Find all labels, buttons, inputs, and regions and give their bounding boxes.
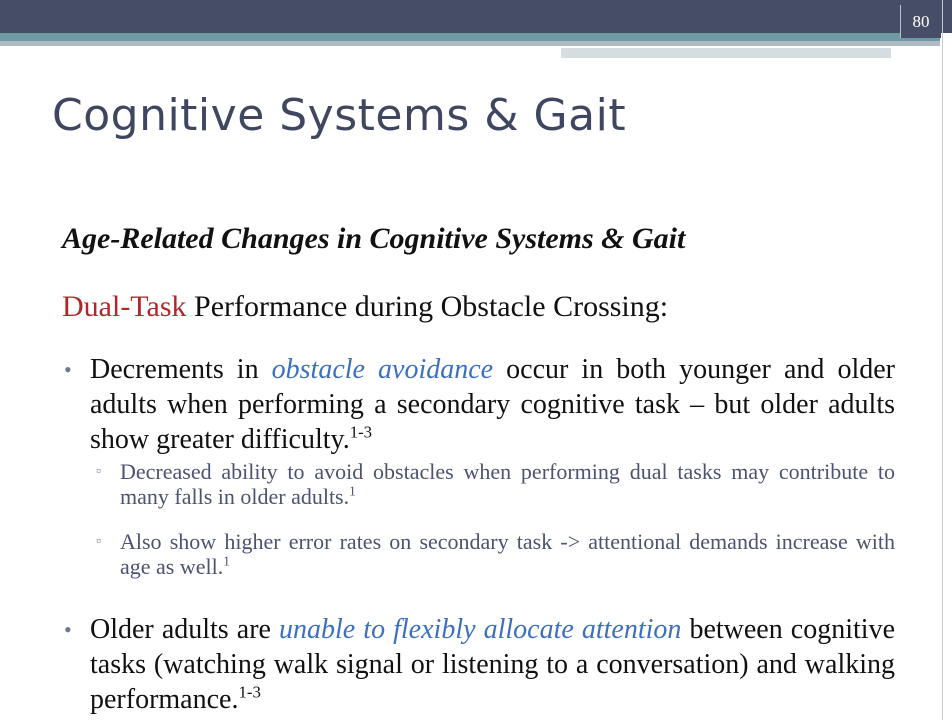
section-highlight: Dual-Task: [62, 290, 187, 323]
page-number: 80: [900, 5, 941, 38]
citation-ref: 1: [349, 483, 356, 499]
slide-title: Cognitive Systems & Gait: [52, 90, 627, 141]
bullet-text: Decrements in: [90, 354, 272, 385]
bullet-highlight: unable to flexibly allocate attention: [279, 614, 682, 645]
bullet-dot-icon: •: [64, 357, 72, 382]
bullet-item: [64, 612, 895, 717]
sub-bullet-item: [96, 459, 895, 509]
sub-bullet-item: [96, 529, 895, 579]
square-bullet-icon: ▫: [96, 464, 101, 479]
section-heading: [62, 290, 668, 324]
sub-bullet-text: Decreased ability to avoid obstacles when performing dual tasks may contribute to many falls in older adults.: [120, 459, 895, 509]
bullet-text: Older adults are: [90, 614, 280, 645]
bullet-item: [64, 352, 895, 457]
header-right-stripe: [561, 48, 891, 58]
header-bar: [0, 0, 952, 33]
bullet-text: occur in both younger and older adults when performing a secondary cognitive task – but older adults show greater difficulty.: [90, 354, 895, 455]
right-border-line: [942, 0, 943, 720]
section-rest: Performance during Obstacle Crossing:: [186, 290, 669, 323]
bullet-highlight: obstacle avoidance: [271, 354, 494, 385]
sub-bullet-text: Also show higher error rates on secondary task -> attentional demands increase with age as well.: [120, 529, 895, 579]
bullet-text: between cognitive tasks (watching walk signal or listening to a conversation) and walking performance.: [90, 614, 895, 715]
citation-ref: 1-3: [238, 682, 261, 702]
citation-ref: 1: [223, 553, 230, 569]
citation-ref: 1-3: [349, 422, 373, 442]
bullet-dot-icon: •: [64, 617, 72, 642]
header-sub-stripe: [0, 41, 940, 46]
header-accent-stripe: [0, 33, 940, 41]
slide-subtitle: Age-Related Changes in Cognitive Systems & Gait: [62, 222, 686, 255]
square-bullet-icon: ▫: [96, 534, 101, 549]
